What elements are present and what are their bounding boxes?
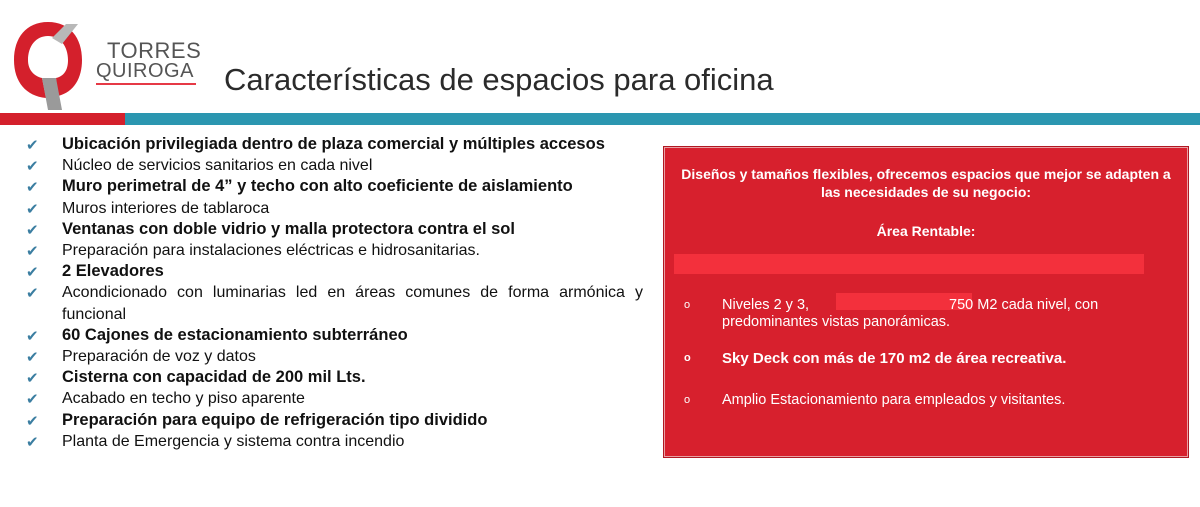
header-bar-teal: [125, 113, 1200, 125]
feature-item: [18, 410, 643, 431]
q-logo-icon: [12, 18, 92, 110]
checkmark-icon: ✔: [26, 433, 39, 451]
bullet-circle-icon: o: [684, 299, 691, 311]
features-list: [18, 134, 643, 452]
feature-item: [18, 134, 643, 155]
feature-text: Ubicación privilegiada dentro de plaza comercial y múltiples accesos: [62, 135, 605, 153]
feature-text: 60 Cajones de estacionamiento subterráneo: [62, 325, 408, 344]
feature-item: [18, 282, 643, 324]
feature-item: [18, 198, 643, 219]
bullet-circle-icon: o: [684, 352, 691, 364]
feature-item: [18, 176, 643, 197]
brand-underline: [96, 83, 196, 85]
feature-item: [18, 367, 643, 388]
brand-line-1: TORRES: [107, 38, 202, 63]
checkmark-icon: ✔: [26, 370, 39, 388]
checkmark-icon: ✔: [26, 158, 39, 176]
feature-text: 2 Elevadores: [62, 262, 164, 281]
feature-text: Preparación para instalaciones eléctricas e hidrosanitarias.: [62, 242, 480, 260]
checkmark-icon: ✔: [26, 285, 39, 303]
panel-item-levels: [684, 297, 1170, 331]
feature-item: [18, 388, 643, 409]
feature-text: Cisterna con capacidad de 200 mil Lts.: [62, 368, 366, 387]
feature-text: Núcleo de servicios sanitarios en cada nivel: [62, 157, 373, 175]
redaction-bar: [674, 254, 1144, 274]
feature-item: [18, 261, 643, 282]
panel-heading: Área Rentable:: [876, 223, 976, 239]
panel-item-levels-pre: Niveles 2 y 3,: [722, 297, 810, 313]
feature-item: [18, 240, 643, 261]
feature-item: [18, 155, 643, 176]
brand-line-2: QUIROGA: [96, 60, 194, 82]
feature-text: Acabado en techo y piso aparente: [62, 390, 305, 408]
checkmark-icon: ✔: [26, 243, 39, 261]
feature-item: [18, 431, 643, 452]
checkmark-icon: ✔: [26, 264, 39, 282]
panel-item-parking: [684, 392, 1170, 409]
panel-item-skydeck: [684, 350, 1170, 367]
info-panel: [663, 146, 1189, 458]
checkmark-icon: ✔: [26, 391, 39, 409]
feature-item: [18, 325, 643, 346]
checkmark-icon: ✔: [26, 349, 39, 367]
bullet-circle-icon: o: [684, 394, 691, 406]
panel-intro: Diseños y tamaños flexibles, ofrecemos espacios que mejor se adapten a las necesidades de su negocio:: [681, 166, 1171, 200]
feature-item: [18, 346, 643, 367]
feature-text: Preparación para equipo de refrigeración tipo dividido: [62, 410, 488, 429]
checkmark-icon: ✔: [26, 412, 39, 430]
header-bar-red: [0, 113, 125, 125]
checkmark-icon: ✔: [26, 200, 39, 218]
feature-text: Ventanas con doble vidrio y malla protectora contra el sol: [62, 219, 515, 238]
panel-item-levels-post: 750 M2 cada nivel, con predominantes vistas panorámicas.: [722, 297, 1099, 330]
page-title: Características de espacios para oficina: [224, 62, 774, 97]
company-logo: [12, 18, 232, 108]
feature-text: Muro perimetral de 4” y techo con alto coeficiente de aislamiento: [62, 177, 573, 196]
feature-item: [18, 219, 643, 240]
checkmark-icon: ✔: [26, 221, 39, 239]
feature-text: Planta de Emergencia y sistema contra incendio: [62, 432, 405, 450]
panel-item-skydeck-text: Sky Deck con más de 170 m2 de área recreativa.: [722, 350, 1067, 367]
feature-text: Muros interiores de tablaroca: [62, 199, 270, 217]
checkmark-icon: ✔: [26, 179, 39, 197]
checkmark-icon: ✔: [26, 137, 39, 154]
checkmark-icon: ✔: [26, 327, 39, 345]
feature-text: Preparación de voz y datos: [62, 348, 256, 366]
panel-item-parking-text: Amplio Estacionamiento para empleados y visitantes.: [722, 392, 1066, 408]
feature-text: Acondicionado con luminarias led en áreas comunes de forma armónica y funcional: [62, 284, 643, 323]
